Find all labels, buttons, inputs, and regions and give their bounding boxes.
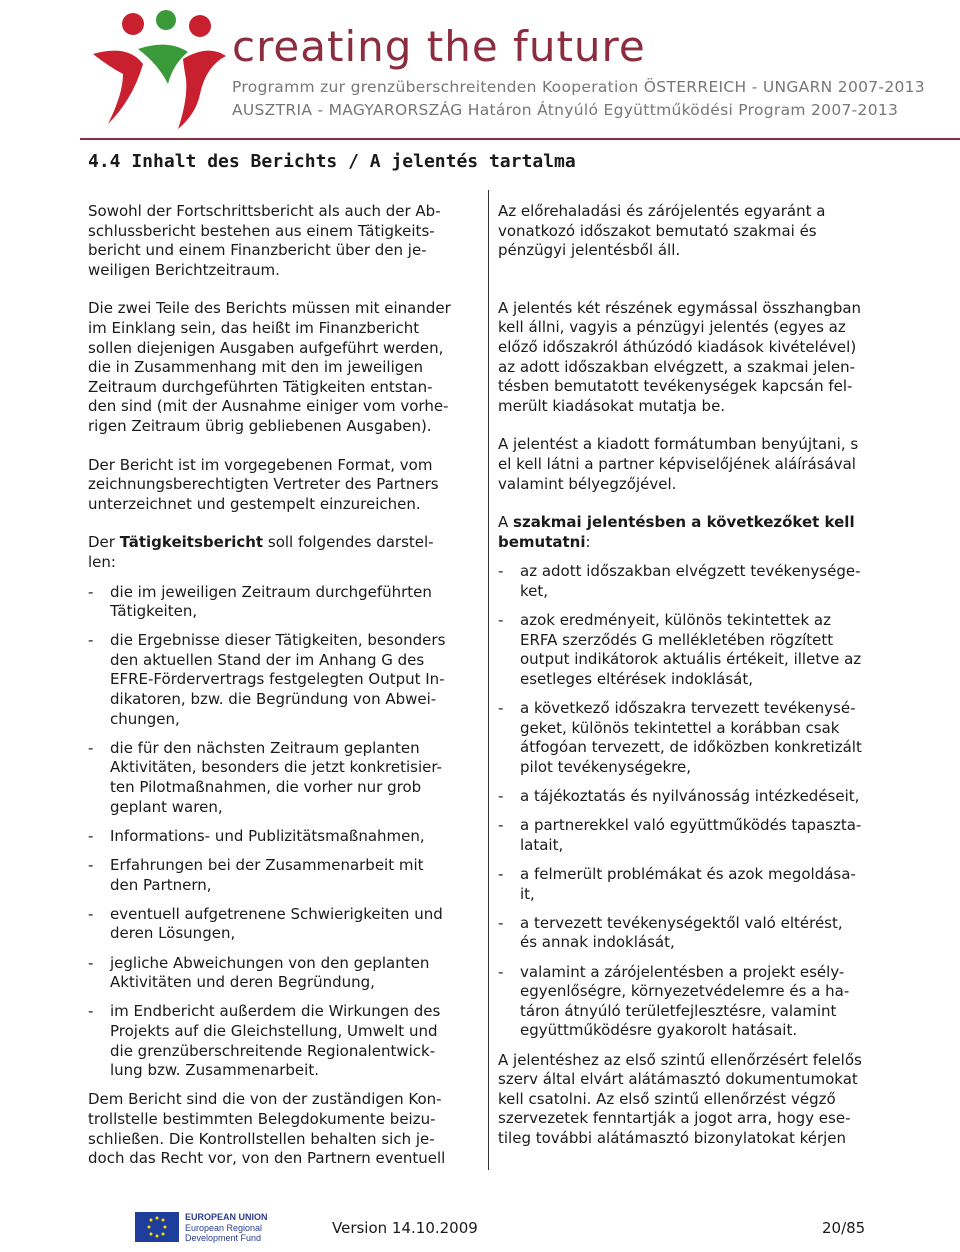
text-line: A jelentés két részének egymással összhangban: [498, 298, 862, 317]
text-line: Zeitraum durchgeführten Tätigkeiten entstan-: [88, 377, 433, 396]
program-logo-icon: [88, 4, 228, 134]
text-line: pénzügyi jelentésből áll.: [498, 241, 681, 260]
paragraph: [88, 456, 472, 515]
text-line: rigen Zeitraum übrig gebliebenen Ausgaben).: [88, 416, 432, 435]
list-item: [498, 816, 898, 855]
page-number: 20/85: [822, 1219, 866, 1237]
section-title: 4.4 Inhalt des Berichts / A jelentés tartalma: [88, 151, 576, 172]
list-item-text: die im jeweiligen Zeitraum durchgeführten Tätigkeiten,: [110, 582, 432, 621]
bullet-dash: -: [88, 953, 94, 972]
list-item: [498, 914, 898, 953]
list-item: [498, 787, 898, 807]
bold-term: bemutatni: [498, 532, 586, 551]
list-item-text: a következő időszakra tervezett tevékenysé- geket, különös tekintettel a korábban csak átfogóan tervezett, de időközben konkretizált pilot tevékenységekre,: [520, 699, 862, 776]
text-line: Sowohl der Fortschrittsbericht als auch der Ab-: [88, 202, 441, 220]
list-item: [88, 1002, 472, 1080]
text-line: Az előrehaladási és zárójelentés egyaránt a: [498, 202, 826, 220]
list-item: [88, 954, 472, 993]
paragraph: [88, 202, 472, 280]
text-line: bericht und einem Finanzbericht über den je-: [88, 241, 427, 260]
text-line: el kell látni a partner képviselőjének aláírásával: [498, 454, 856, 473]
list-item-text: valamint a zárójelentésben a projekt esély- egyenlőségre, környezetvédelemre és a ha- táron átnyúló területfejlesztésre, valamint együttműködésre gyakorolt hatásait.: [520, 962, 850, 1040]
list-item-text: die für den nächsten Zeitraum geplanten Aktivitäten, besonders die jetzt konkretisier- ten Pilotmaßnahmen, die vorher nur grob geplant waren,: [110, 738, 442, 816]
list-item-text: a tájékoztatás és nyilvánosság intézkedéseit,: [520, 787, 860, 806]
list-item: [498, 963, 898, 1041]
text-line: az adott időszakban elvégzett, a szakmai jelen-: [498, 357, 856, 376]
text-line: vonatkozó időszakot bemutató szakmai és: [498, 221, 817, 240]
text-line: schließen. Die Kontrollstellen behalten sich je-: [88, 1129, 435, 1148]
tagline: creating the future: [232, 22, 646, 71]
list-item: [88, 583, 472, 622]
list-item-text: a felmerült problémákat és azok megoldása- it,: [520, 865, 856, 903]
paragraph: A szakmai jelentésben a következőket kell bemutatni:: [498, 513, 855, 551]
text-line: szervezetek fenntartják a jogot arra, hogy ese-: [498, 1109, 851, 1128]
list-item-text: Erfahrungen bei der Zusammenarbeit mit den Partnern,: [110, 856, 424, 894]
paragraph: Der Tätigkeitsbericht soll folgendes darstel- len:: [88, 533, 434, 571]
bullet-dash: -: [498, 962, 504, 981]
list-item: [498, 865, 898, 904]
text-line: Dem Bericht sind die von der zuständigen Kon-: [88, 1090, 442, 1109]
paragraph: [498, 202, 898, 261]
program-title-de: Programm zur grenzüberschreitenden Kooperation ÖSTERREICH - UNGARN 2007-2013: [232, 78, 925, 96]
list-item: [88, 856, 472, 895]
bold-term: Tätigkeitsbericht: [119, 533, 264, 552]
bullet-list: [498, 562, 898, 1041]
text-line: szerv által elvárt alátámasztó dokumentumokat: [498, 1070, 858, 1089]
bullet-dash: -: [88, 904, 94, 923]
text-line: trollstelle bestimmten Belegdokumente beizu-: [88, 1109, 436, 1128]
bullet-dash: -: [498, 913, 504, 932]
bullet-list: [88, 583, 472, 1081]
bullet-dash: -: [88, 856, 94, 874]
eu-fund-label: EUROPEAN UNION European Regional Development Fund: [185, 1212, 268, 1243]
list-item-text: a tervezett tevékenységektől való eltérést, és annak indoklását,: [520, 913, 843, 952]
paragraph: [498, 435, 898, 494]
text-line: im Einklang sein, das heißt im Finanzbericht: [88, 318, 420, 337]
bullet-dash: -: [498, 865, 504, 883]
bold-term: szakmai jelentésben a következőket kell: [513, 513, 855, 532]
text-line: tileg további alátámasztó bizonylatokat kérjen: [498, 1128, 847, 1147]
text-line: A jelentést a kiadott formátumban benyújtani, s: [498, 435, 859, 454]
text-line: kell állni, vagyis a pénzügyi jelentés (egyes az: [498, 318, 846, 337]
list-item: [88, 631, 472, 729]
bullet-dash: -: [498, 562, 504, 581]
list-item: [88, 827, 472, 847]
paragraph: [88, 299, 472, 436]
list-item: [88, 905, 472, 944]
right-column-hungarian: [498, 202, 898, 1149]
text-line: zeichnungsberechtigten Vertreter des Partners: [88, 475, 439, 494]
list-item-text: a partnerekkel való együttműködés tapaszta- latait,: [520, 816, 862, 854]
bullet-dash: -: [498, 787, 504, 806]
text-line: kell csatolni. Az első szintű ellenőrzést végző: [498, 1089, 836, 1108]
list-item-text: jegliche Abweichungen von den geplanten Aktivitäten und deren Begründung,: [110, 953, 430, 992]
left-column-german: [88, 202, 472, 1169]
text-line: doch das Recht vor, von den Partnern eventuell: [88, 1149, 446, 1168]
column-divider: [488, 190, 489, 1170]
paragraph: [498, 1051, 898, 1149]
text-line: sollen diejenigen Ausgaben aufgeführt werden,: [88, 338, 444, 357]
text-line: weiligen Berichtzeitraum.: [88, 260, 280, 279]
text-line: Der Bericht ist im vorgegebenen Format, vom: [88, 455, 433, 474]
bullet-dash: -: [88, 1002, 94, 1021]
text-line: előző időszakról áthúzódó kiadások kivételével): [498, 337, 857, 356]
list-item-text: az adott időszakban elvégzett tevékenysége- ket,: [520, 562, 861, 600]
list-item-text: Informations- und Publizitätsmaßnahmen,: [110, 826, 425, 845]
bullet-dash: -: [88, 738, 94, 757]
list-item-text: im Endbericht außerdem die Wirkungen des Projekts auf die Gleichstellung, Umwelt und die grenzüberschreitende Regionalentwick- lung bzw. Zusammenarbeit.: [110, 1002, 441, 1080]
bullet-dash: -: [498, 816, 504, 835]
bullet-dash: -: [88, 631, 94, 650]
text-line: Die zwei Teile des Berichts müssen mit einander: [88, 299, 451, 318]
page-header: [0, 0, 960, 140]
list-item-text: azok eredményeit, különös tekintettek az ERFA szerződés G mellékletében rögzített output indikátorok aktuális értékeit, illetve az esetleges eltérések indoklását,: [520, 611, 862, 688]
version-label: Version 14.10.2009: [332, 1219, 478, 1237]
text-line: A jelentéshez az első szintű ellenőrzésért felelős: [498, 1050, 862, 1069]
program-title-hu: AUSZTRIA - MAGYARORSZÁG Határon Átnyúló Együttműködési Program 2007-2013: [232, 101, 899, 119]
header-divider: [80, 138, 960, 140]
bullet-dash: -: [88, 582, 94, 601]
bullet-dash: -: [88, 826, 94, 845]
list-item-text: die Ergebnisse dieser Tätigkeiten, besonders den aktuellen Stand der im Anhang G des EFRE-Fördervertrags festgelegten Output In- dikatoren, bzw. die Begründung von Abwei- chungen,: [110, 631, 446, 728]
list-item: [498, 699, 898, 777]
list-item-text: eventuell aufgetrenene Schwierigkeiten und deren Lösungen,: [110, 904, 443, 943]
eu-flag-icon: [135, 1212, 179, 1242]
text-line: schlussbericht bestehen aus einem Tätigkeits-: [88, 221, 435, 240]
paragraph: [88, 1090, 472, 1168]
paragraph: [498, 299, 898, 417]
text-line: valamint bélyegzőjével.: [498, 474, 677, 493]
text-line: die in Zusammenhang mit den im jeweiligen: [88, 358, 424, 377]
list-item: [498, 611, 898, 689]
bullet-dash: -: [498, 699, 504, 718]
text-line: merült kiadásokat mutatja be.: [498, 396, 726, 415]
text-line: den sind (mit der Ausnahme einiger vom vorhe-: [88, 397, 449, 416]
text-line: tésben bemutatott tevékenységek kapcsán fel-: [498, 377, 853, 396]
list-item: [88, 739, 472, 817]
text-line: unterzeichnet und gestempelt einzureichen.: [88, 494, 421, 513]
bullet-dash: -: [498, 611, 504, 630]
list-item: [498, 562, 898, 601]
